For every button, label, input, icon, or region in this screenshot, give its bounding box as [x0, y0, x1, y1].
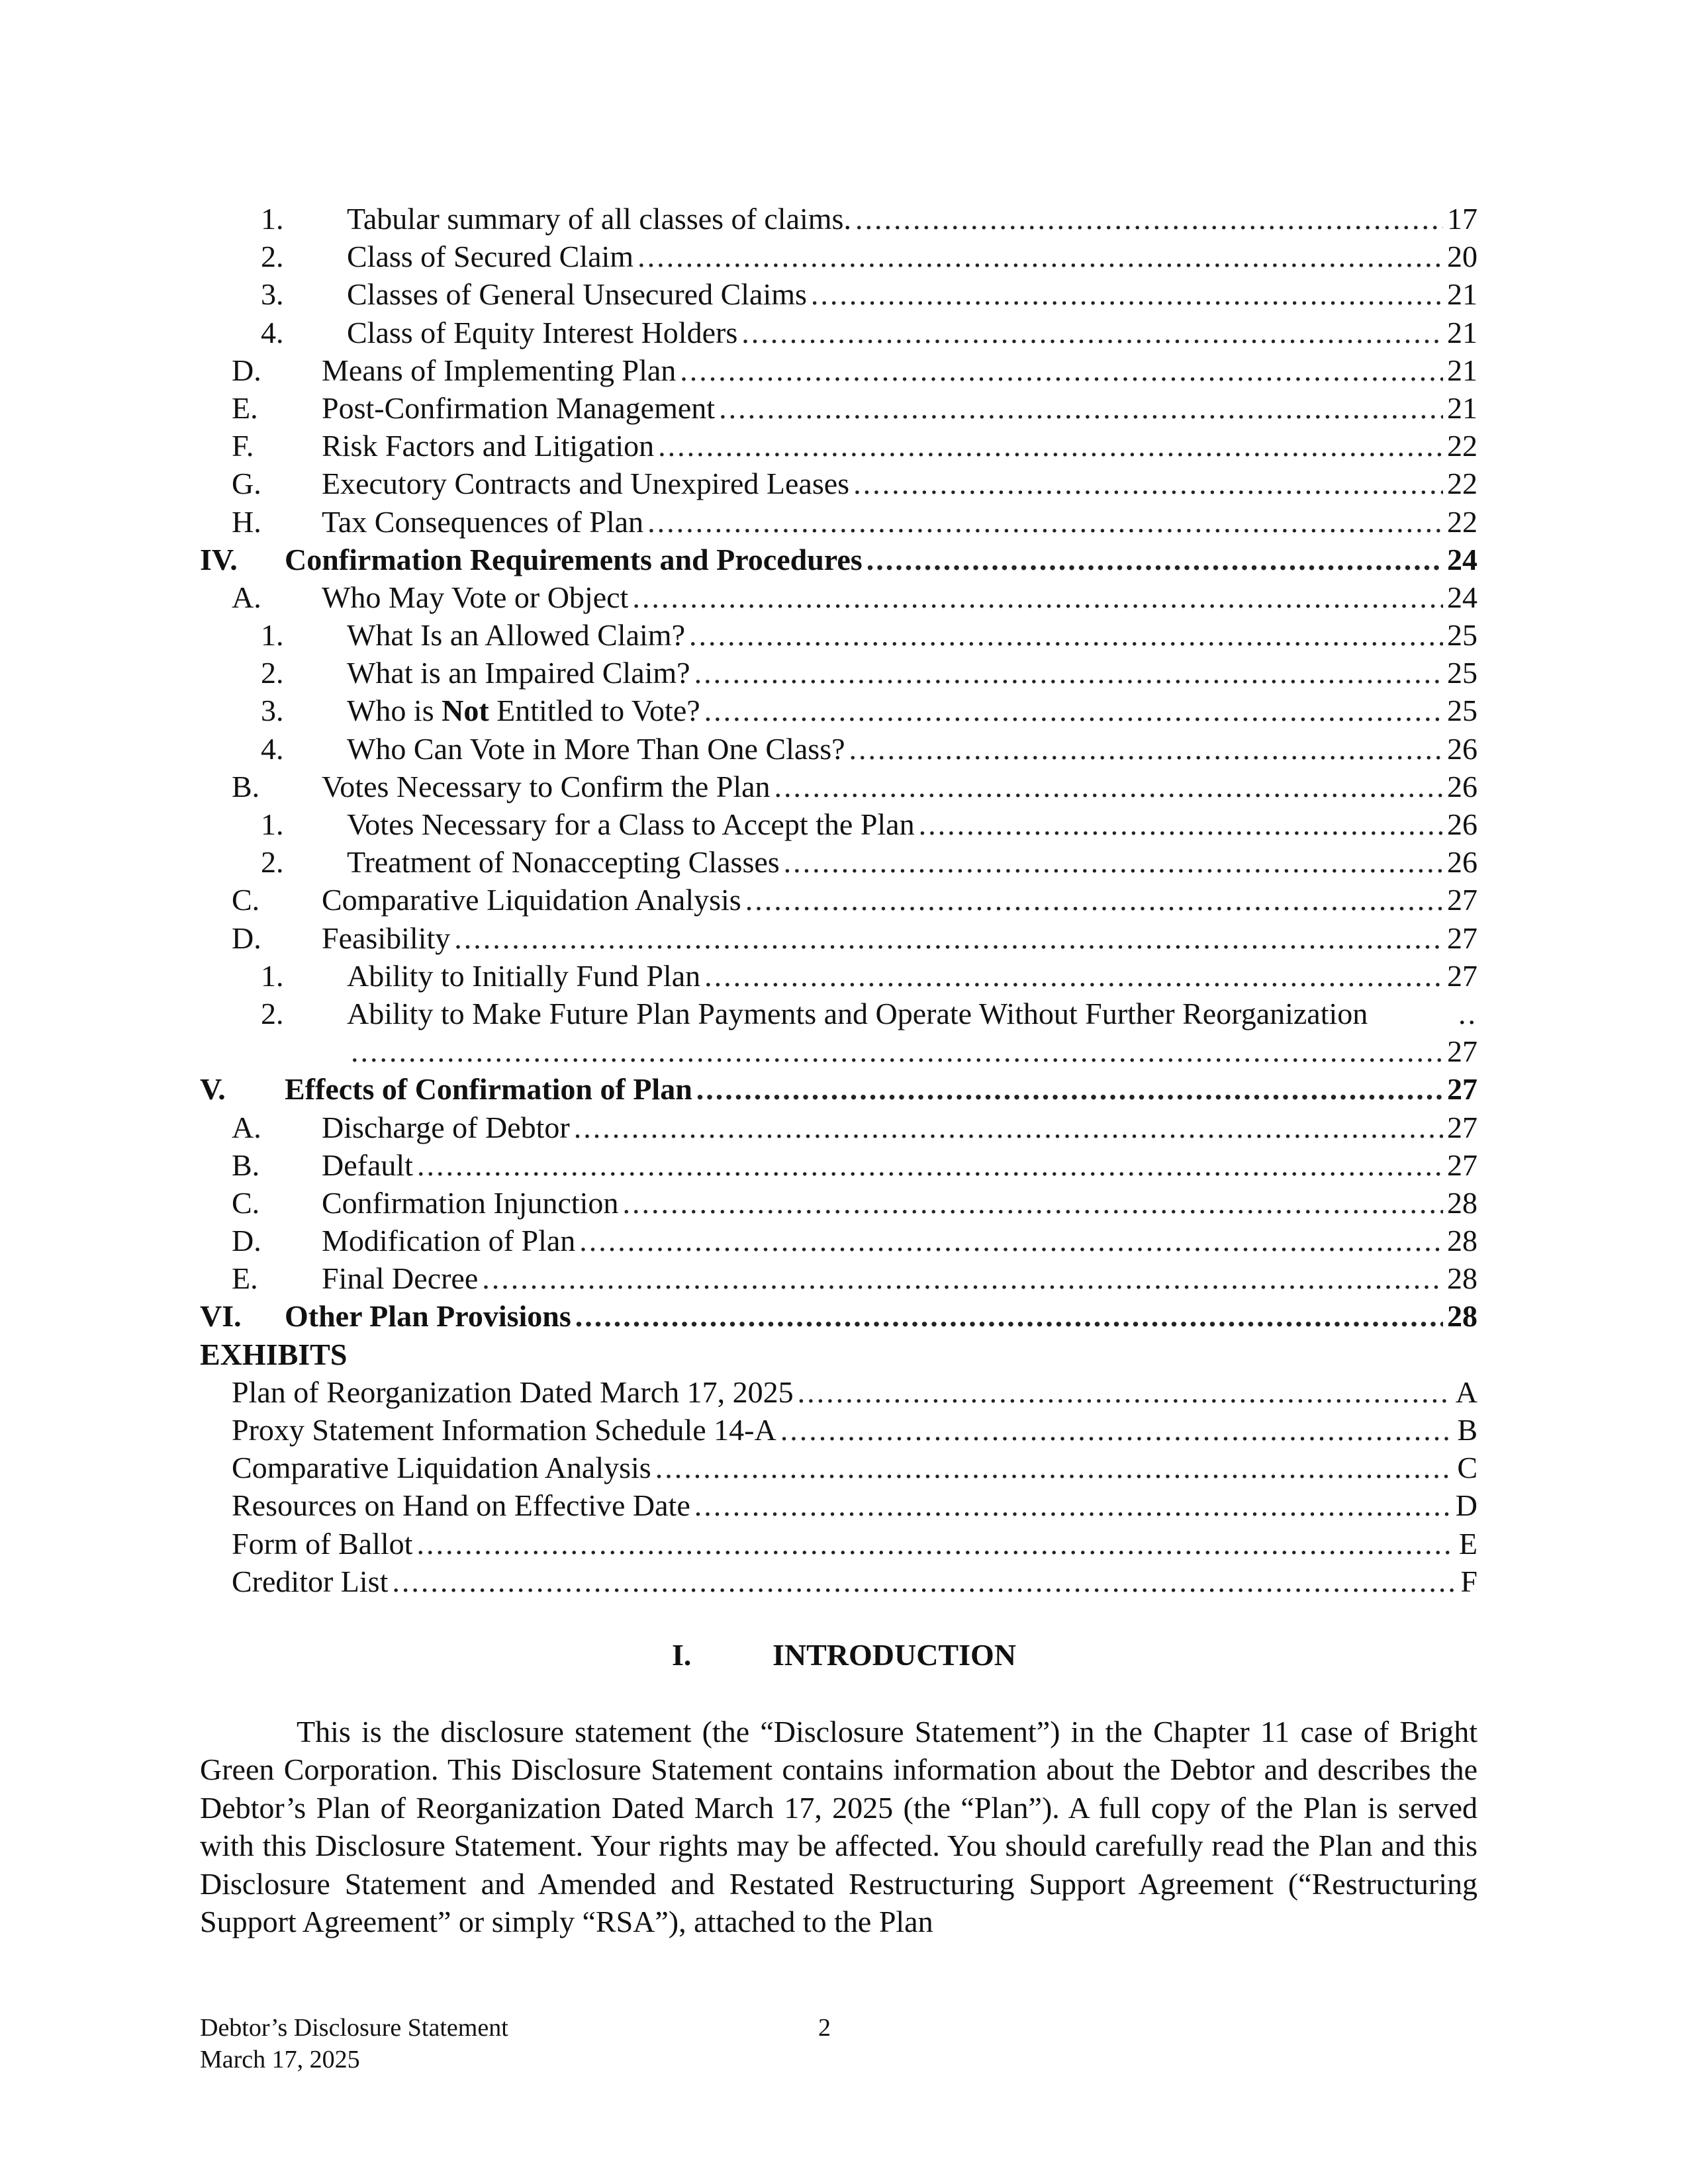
toc-entry-title: Ability to Make Future Plan Payments and Operate Without Further Reorganization: [347, 996, 1368, 1030]
toc-entry-title: Comparative Liquidation Analysis: [322, 883, 741, 917]
toc-entry-title: Class of Secured Claim: [347, 240, 634, 274]
toc-entry[interactable]: [200, 578, 1477, 616]
toc-entry[interactable]: [200, 465, 1477, 502]
toc-entry-number: H.: [232, 504, 261, 539]
dot-leader: [853, 465, 1443, 502]
dot-leader: [622, 1184, 1443, 1222]
dot-leader: [741, 314, 1443, 351]
dot-leader: [632, 578, 1443, 616]
toc-entry-title: Treatment of Nonaccepting Classes: [347, 845, 780, 880]
toc-entry-number: C.: [232, 883, 260, 917]
toc-entry-page: 26: [1447, 845, 1477, 880]
toc-entry[interactable]: [200, 1184, 1477, 1222]
toc-entry-page: 21: [1447, 315, 1477, 349]
toc-entry-title: What is an Impaired Claim?: [347, 656, 690, 690]
section-heading: [0, 1636, 1688, 1674]
dot-leader: [780, 1411, 1454, 1449]
toc-entry[interactable]: [200, 616, 1477, 654]
dot-leader: [696, 1070, 1443, 1108]
toc-entry-title: Votes Necessary to Confirm the Plan: [322, 769, 771, 803]
toc-entry-title: Default: [322, 1148, 413, 1182]
exhibit-title: Resources on Hand on Effective Date: [232, 1488, 690, 1523]
toc-entry-title: Executory Contracts and Unexpired Leases: [322, 467, 850, 501]
exhibits-heading: [200, 1336, 1477, 1373]
toc-entry[interactable]: [200, 389, 1477, 427]
toc-entry-page: 21: [1447, 277, 1477, 312]
dot-leader: [719, 389, 1443, 427]
toc-entry-page: 27: [1447, 1148, 1477, 1182]
dot-leader: [849, 730, 1443, 768]
toc-entry-page: 28: [1447, 1299, 1477, 1334]
dot-leader: [855, 200, 1443, 238]
toc-entry-page: 22: [1447, 504, 1477, 539]
toc-entry-number: 2.: [261, 845, 284, 880]
exhibit-letter: B: [1457, 1413, 1477, 1447]
toc-entry-number: E.: [232, 1261, 258, 1296]
page-footer: [200, 2012, 508, 2075]
toc-entry-page: 26: [1447, 807, 1477, 841]
dot-leader: [416, 1525, 1454, 1563]
toc-entry-number: 3.: [261, 694, 284, 728]
toc-entry-number: A.: [232, 1110, 261, 1144]
toc-entry-number: IV.: [200, 542, 238, 576]
toc-entry-title: Risk Factors and Litigation: [322, 429, 655, 463]
toc-entry-number: 2.: [261, 996, 284, 1030]
toc-entry-number: F.: [232, 429, 254, 463]
toc-entry-title: Other Plan Provisions: [285, 1299, 571, 1334]
exhibit-letter: F: [1460, 1564, 1477, 1598]
toc-entry[interactable]: [200, 238, 1477, 275]
exhibit-entry[interactable]: [200, 1563, 1477, 1600]
dot-leader: [454, 919, 1443, 957]
toc-entry-title: Discharge of Debtor: [322, 1110, 570, 1144]
exhibit-letter: A: [1455, 1375, 1477, 1409]
exhibit-letter: E: [1458, 1526, 1477, 1561]
dot-leader: [575, 1297, 1443, 1335]
toc-entry[interactable]: [200, 1109, 1477, 1146]
dot-leader: [798, 1373, 1452, 1411]
toc-entry[interactable]: [200, 427, 1477, 465]
toc-entry[interactable]: [200, 200, 1477, 238]
dot-leader: [694, 654, 1443, 692]
section-title: INTRODUCTION: [772, 1638, 1017, 1672]
toc-entry-number: 4.: [261, 731, 284, 766]
dot-leader: [774, 768, 1443, 805]
toc-entry[interactable]: [200, 730, 1477, 768]
toc-entry-title: Feasibility: [322, 921, 451, 955]
toc-entry-number: G.: [232, 467, 261, 501]
toc-entry-page: 20: [1447, 240, 1477, 274]
toc-entry-title: Modification of Plan: [322, 1224, 576, 1258]
toc-entry-page: 24: [1447, 542, 1477, 576]
dot-leader: [811, 275, 1443, 313]
toc-entry[interactable]: [200, 1259, 1477, 1297]
introduction-body: [200, 1713, 1477, 1940]
dot-leader: [694, 1486, 1452, 1524]
toc-entry[interactable]: [200, 1222, 1477, 1259]
toc-entry-number: E.: [232, 390, 258, 425]
dot-leader: [392, 1563, 1456, 1600]
toc-entry-page: 27: [1447, 921, 1477, 955]
toc-entry-title: Post-Confirmation Management: [322, 390, 716, 425]
exhibit-title: Proxy Statement Information Schedule 14-A: [232, 1413, 776, 1447]
toc-entry[interactable]: [200, 919, 1477, 957]
dot-leader: [867, 541, 1443, 578]
toc-entry-title: Effects of Confirmation of Plan: [285, 1072, 692, 1107]
toc-entry-title: Tabular summary of all classes of claims.: [347, 202, 851, 236]
toc-entry-title: Confirmation Injunction: [322, 1185, 619, 1220]
toc-entry-number: V.: [200, 1072, 226, 1107]
toc-entry-title: Final Decree: [322, 1261, 479, 1296]
dot-leader-tail: ..: [1458, 996, 1477, 1030]
toc-entry-page: 26: [1447, 769, 1477, 803]
toc-section-entry[interactable]: [200, 1297, 1477, 1335]
toc-entry[interactable]: [200, 314, 1477, 351]
toc-entry[interactable]: [200, 843, 1477, 881]
toc-entry[interactable]: [200, 351, 1477, 389]
dot-leader: [655, 1449, 1454, 1486]
dot-leader: [919, 805, 1443, 843]
toc-entry-number: 4.: [261, 315, 284, 349]
toc-entry-title: Classes of General Unsecured Claims: [347, 277, 807, 312]
toc-entry-number: D.: [232, 921, 261, 955]
toc-entry-page: 26: [1447, 731, 1477, 766]
toc-entry-number: 3.: [261, 277, 284, 312]
toc-entry-page: 24: [1447, 580, 1477, 614]
exhibits-heading-label: EXHIBITS: [200, 1337, 348, 1371]
section-number: I.: [671, 1638, 692, 1672]
toc-entry-page: 17: [1447, 202, 1477, 236]
dot-leader: [574, 1109, 1443, 1146]
toc-entry-page: 25: [1447, 694, 1477, 728]
toc-entry-page: 27: [1447, 1034, 1477, 1069]
toc-entry-title: Confirmation Requirements and Procedures: [285, 542, 863, 576]
toc-entry-number: D.: [232, 1224, 261, 1258]
dot-leader: [637, 238, 1443, 275]
toc-entry-title: What Is an Allowed Claim?: [347, 618, 685, 653]
toc-entry-number: C.: [232, 1185, 260, 1220]
exhibit-title: Comparative Liquidation Analysis: [232, 1451, 651, 1485]
introduction-paragraph: This is the disclosure statement (the “Disclosure Statement”) in the Chapter 11 case of Bright Green Corporation. This Disclosure Statement contains information about the Debtor and describes the Debtor’s Plan of Reorganization Dated March 17, 2025 (the “Plan”). A full copy of the Plan is served with this Disclosure Statement. Your rights may be affected. You should carefully read the Plan and this Disclosure Statement and Amended and Restated Restructuring Support Agreement (“Restructuring Support Agreement” or simply “RSA”), attached to the Plan: [200, 1715, 1477, 1939]
toc-entry-title: Votes Necessary for a Class to Accept the Plan: [347, 807, 915, 841]
exhibit-entry[interactable]: [200, 1486, 1477, 1524]
toc-entry-page: 28: [1447, 1224, 1477, 1258]
toc-entry-title: Class of Equity Interest Holders: [347, 315, 738, 349]
toc-entry[interactable]: [200, 275, 1477, 313]
toc-entry-title: Means of Implementing Plan: [322, 353, 677, 387]
exhibit-title: Form of Ballot: [232, 1526, 413, 1561]
dot-leader: [680, 351, 1443, 389]
toc-entry-number: 1.: [261, 958, 284, 993]
exhibit-entry[interactable]: [200, 1525, 1477, 1563]
toc-entry-number: 1.: [261, 202, 284, 236]
toc-entry-number: B.: [232, 1148, 260, 1182]
exhibit-letter: D: [1455, 1488, 1477, 1523]
toc-entry[interactable]: [200, 503, 1477, 541]
dot-leader: [482, 1259, 1443, 1297]
toc-entry[interactable]: [200, 995, 1477, 1032]
table-of-contents: [200, 200, 1477, 1600]
dot-leader: [784, 843, 1443, 881]
toc-section-entry[interactable]: [200, 541, 1477, 578]
toc-entry-page: 27: [1447, 958, 1477, 993]
toc-entry-page: 28: [1447, 1261, 1477, 1296]
toc-entry[interactable]: [200, 805, 1477, 843]
toc-entry-title-emphasis: Not: [442, 694, 489, 728]
toc-entry-page: 27: [1447, 1110, 1477, 1144]
toc-entry[interactable]: [200, 881, 1477, 919]
dot-leader: [351, 1032, 1443, 1070]
footer-date: March 17, 2025: [200, 2046, 360, 2073]
toc-entry[interactable]: [200, 768, 1477, 805]
dot-leader: [647, 503, 1443, 541]
dot-leader: [745, 881, 1443, 919]
toc-entry[interactable]: [200, 957, 1477, 995]
toc-entry-page: 27: [1447, 883, 1477, 917]
toc-entry-number: 1.: [261, 618, 284, 653]
toc-entry[interactable]: [200, 654, 1477, 692]
toc-entry-continuation[interactable]: [200, 1032, 1477, 1070]
dot-leader: [417, 1146, 1443, 1184]
toc-entry-title: [347, 692, 700, 729]
footer-document-title: Debtor’s Disclosure Statement: [200, 2014, 508, 2042]
toc-entry[interactable]: [200, 692, 1477, 729]
toc-entry-title: Ability to Initially Fund Plan: [347, 958, 701, 993]
toc-entry-number: D.: [232, 353, 261, 387]
toc-entry-number: VI.: [200, 1299, 242, 1334]
exhibit-entry[interactable]: [200, 1411, 1477, 1449]
dot-leader: [689, 616, 1443, 654]
toc-entry-title: Who May Vote or Object: [322, 580, 629, 614]
toc-entry-title-part: Entitled to Vote?: [489, 694, 700, 728]
toc-entry-page: 22: [1447, 429, 1477, 463]
exhibit-entry[interactable]: [200, 1449, 1477, 1486]
toc-section-entry[interactable]: [200, 1070, 1477, 1108]
dot-leader: [658, 427, 1443, 465]
toc-entry-title-part: Who is: [347, 694, 442, 728]
exhibit-title: Plan of Reorganization Dated March 17, 2025: [232, 1375, 794, 1409]
dot-leader: [704, 957, 1443, 995]
toc-entry-number: 1.: [261, 807, 284, 841]
exhibit-entry[interactable]: [200, 1373, 1477, 1411]
toc-entry-number: B.: [232, 769, 260, 803]
toc-entry-title: Who Can Vote in More Than One Class?: [347, 731, 845, 766]
toc-entry[interactable]: [200, 1146, 1477, 1184]
toc-entry-page: 22: [1447, 467, 1477, 501]
toc-entry-page: 25: [1447, 656, 1477, 690]
toc-entry-page: 25: [1447, 618, 1477, 653]
toc-entry-page: 28: [1447, 1185, 1477, 1220]
toc-entry-number: 2.: [261, 240, 284, 274]
dot-leader: [704, 692, 1443, 729]
toc-entry-page: 21: [1447, 353, 1477, 387]
toc-entry-number: A.: [232, 580, 261, 614]
page-number: 2: [818, 2014, 831, 2042]
toc-entry-number: 2.: [261, 656, 284, 690]
toc-entry-page: 27: [1447, 1072, 1477, 1107]
dot-leader: [579, 1222, 1443, 1259]
exhibit-title: Creditor List: [232, 1564, 389, 1598]
toc-entry-page: 21: [1447, 390, 1477, 425]
toc-entry-title: Tax Consequences of Plan: [322, 504, 644, 539]
exhibit-letter: C: [1457, 1451, 1477, 1485]
